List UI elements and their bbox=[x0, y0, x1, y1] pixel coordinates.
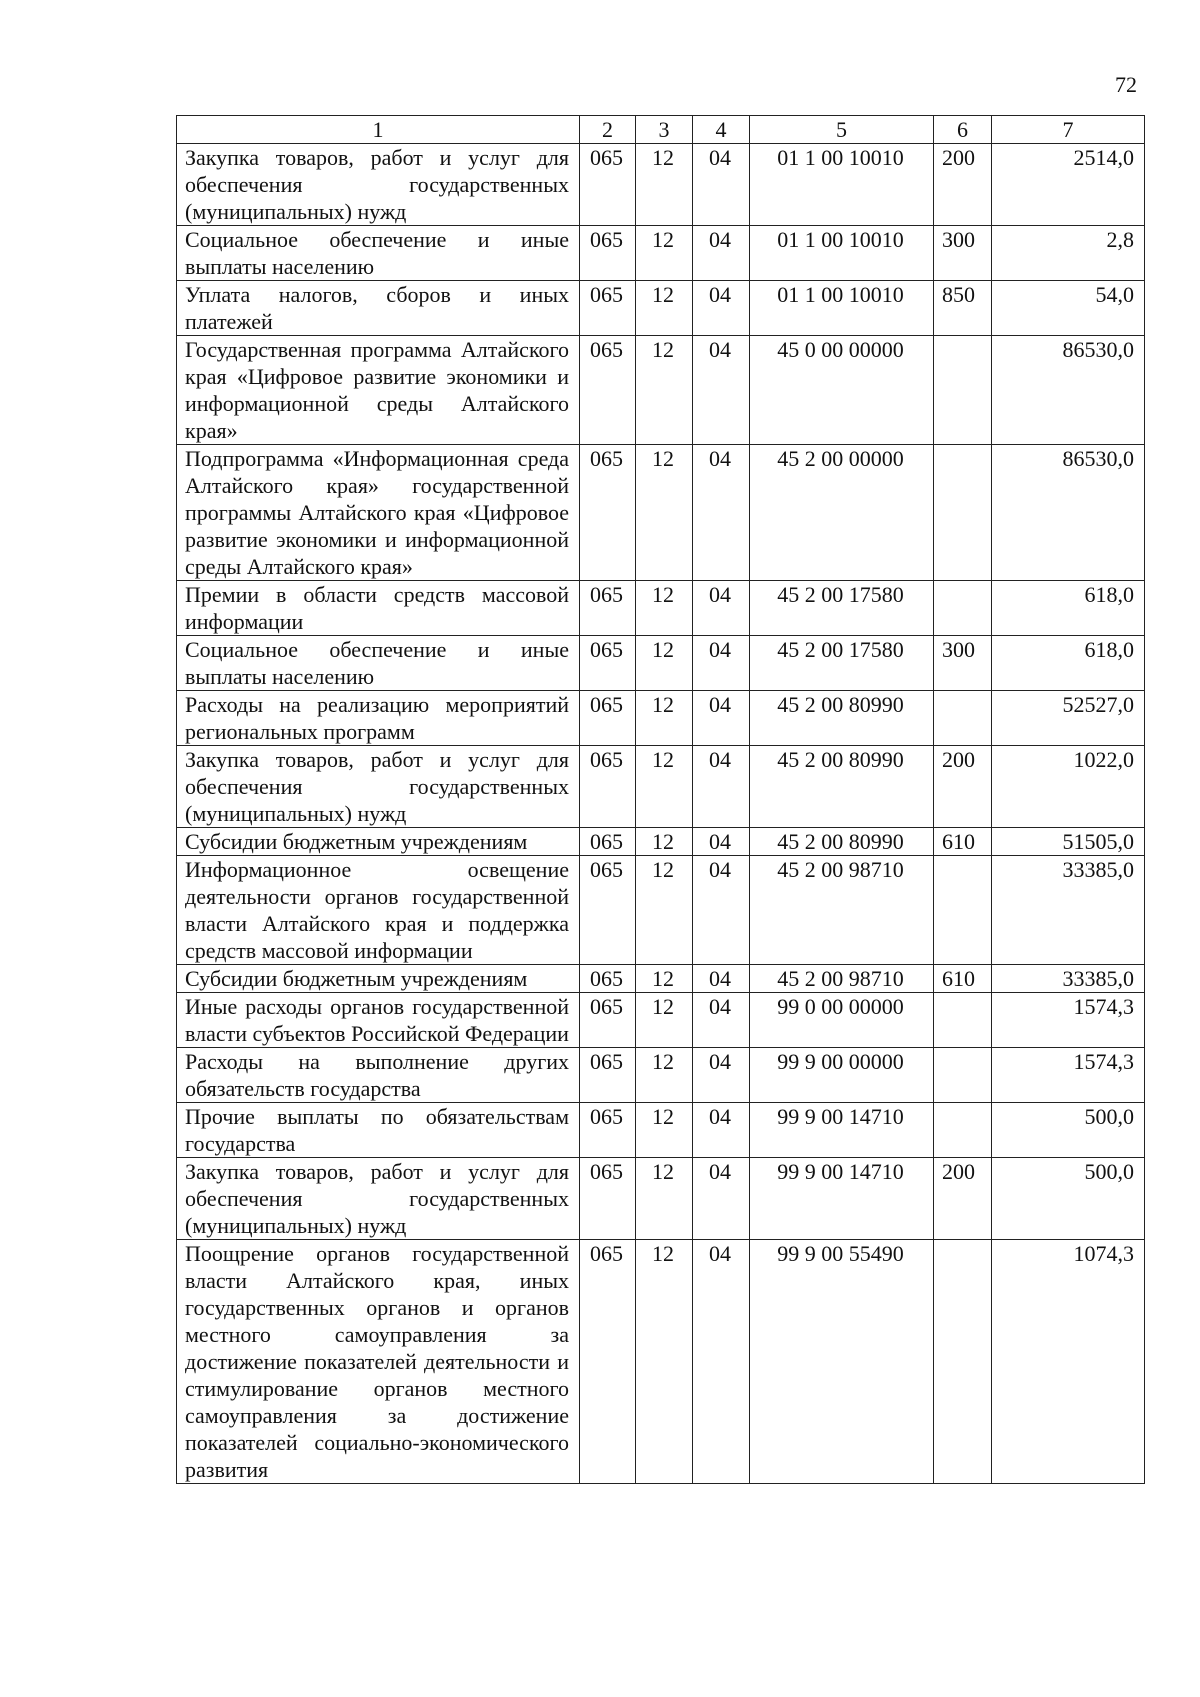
expense-type-cell bbox=[934, 1103, 992, 1158]
section-code-cell: 12 bbox=[636, 993, 693, 1048]
amount-cell: 1074,3 bbox=[992, 1240, 1145, 1484]
ministry-code-cell: 065 bbox=[580, 1103, 636, 1158]
expense-name-cell: Закупка товаров, работ и услуг для обеспечения государственных (муниципальных) нужд bbox=[177, 746, 580, 828]
expense-type-cell: 200 bbox=[934, 1158, 992, 1240]
table-row bbox=[177, 746, 1145, 828]
target-article-cell: 99 9 00 55490 bbox=[750, 1240, 934, 1484]
ministry-code-cell: 065 bbox=[580, 636, 636, 691]
ministry-code-cell: 065 bbox=[580, 1240, 636, 1484]
amount-cell: 500,0 bbox=[992, 1103, 1145, 1158]
expense-type-cell: 610 bbox=[934, 965, 992, 993]
table-row bbox=[177, 856, 1145, 965]
expense-name-cell: Субсидии бюджетным учреждениям bbox=[177, 965, 580, 993]
section-code-cell: 12 bbox=[636, 1240, 693, 1484]
section-code-cell: 12 bbox=[636, 445, 693, 581]
budget-table bbox=[176, 115, 1145, 1484]
page-number: 72 bbox=[1115, 72, 1137, 97]
section-code-cell: 12 bbox=[636, 226, 693, 281]
table-row bbox=[177, 1048, 1145, 1103]
expense-name-cell: Социальное обеспечение и иные выплаты населению bbox=[177, 636, 580, 691]
expense-type-cell bbox=[934, 1048, 992, 1103]
expense-type-cell: 200 bbox=[934, 746, 992, 828]
ministry-code-cell: 065 bbox=[580, 993, 636, 1048]
amount-cell: 33385,0 bbox=[992, 856, 1145, 965]
target-article-cell: 45 2 00 80990 bbox=[750, 746, 934, 828]
section-code-cell: 12 bbox=[636, 336, 693, 445]
expense-type-cell: 200 bbox=[934, 144, 992, 226]
table-row bbox=[177, 581, 1145, 636]
section-code-cell: 12 bbox=[636, 691, 693, 746]
column-number: 2 bbox=[580, 116, 636, 144]
expense-type-cell: 610 bbox=[934, 828, 992, 856]
amount-cell: 1574,3 bbox=[992, 1048, 1145, 1103]
column-number: 6 bbox=[934, 116, 992, 144]
subsection-code-cell: 04 bbox=[693, 1048, 750, 1103]
section-code-cell: 12 bbox=[636, 281, 693, 336]
expense-name-cell: Расходы на выполнение других обязательств государства bbox=[177, 1048, 580, 1103]
table-row bbox=[177, 828, 1145, 856]
table-row bbox=[177, 965, 1145, 993]
amount-cell: 86530,0 bbox=[992, 445, 1145, 581]
ministry-code-cell: 065 bbox=[580, 445, 636, 581]
subsection-code-cell: 04 bbox=[693, 581, 750, 636]
expense-name-cell: Субсидии бюджетным учреждениям bbox=[177, 828, 580, 856]
subsection-code-cell: 04 bbox=[693, 144, 750, 226]
table-row bbox=[177, 636, 1145, 691]
column-number: 4 bbox=[693, 116, 750, 144]
target-article-cell: 99 9 00 14710 bbox=[750, 1158, 934, 1240]
amount-cell: 54,0 bbox=[992, 281, 1145, 336]
section-code-cell: 12 bbox=[636, 636, 693, 691]
table-row bbox=[177, 445, 1145, 581]
ministry-code-cell: 065 bbox=[580, 965, 636, 993]
table-row bbox=[177, 993, 1145, 1048]
expense-type-cell bbox=[934, 336, 992, 445]
expense-type-cell bbox=[934, 691, 992, 746]
amount-cell: 33385,0 bbox=[992, 965, 1145, 993]
target-article-cell: 45 2 00 80990 bbox=[750, 828, 934, 856]
table-row bbox=[177, 336, 1145, 445]
subsection-code-cell: 04 bbox=[693, 965, 750, 993]
target-article-cell: 01 1 00 10010 bbox=[750, 144, 934, 226]
ministry-code-cell: 065 bbox=[580, 746, 636, 828]
target-article-cell: 45 2 00 17580 bbox=[750, 581, 934, 636]
table-row bbox=[177, 281, 1145, 336]
amount-cell: 1022,0 bbox=[992, 746, 1145, 828]
amount-cell: 2514,0 bbox=[992, 144, 1145, 226]
amount-cell: 500,0 bbox=[992, 1158, 1145, 1240]
ministry-code-cell: 065 bbox=[580, 1048, 636, 1103]
section-code-cell: 12 bbox=[636, 856, 693, 965]
ministry-code-cell: 065 bbox=[580, 856, 636, 965]
column-number: 1 bbox=[177, 116, 580, 144]
target-article-cell: 01 1 00 10010 bbox=[750, 281, 934, 336]
subsection-code-cell: 04 bbox=[693, 445, 750, 581]
expense-type-cell bbox=[934, 1240, 992, 1484]
expense-type-cell bbox=[934, 581, 992, 636]
subsection-code-cell: 04 bbox=[693, 746, 750, 828]
amount-cell: 51505,0 bbox=[992, 828, 1145, 856]
subsection-code-cell: 04 bbox=[693, 1240, 750, 1484]
subsection-code-cell: 04 bbox=[693, 336, 750, 445]
expense-name-cell: Уплата налогов, сборов и иных платежей bbox=[177, 281, 580, 336]
section-code-cell: 12 bbox=[636, 828, 693, 856]
subsection-code-cell: 04 bbox=[693, 1158, 750, 1240]
expense-type-cell: 300 bbox=[934, 636, 992, 691]
expense-name-cell: Информационное освещение деятельности органов государственной власти Алтайского края и поддержка средств массовой информации bbox=[177, 856, 580, 965]
target-article-cell: 45 2 00 98710 bbox=[750, 965, 934, 993]
target-article-cell: 99 0 00 00000 bbox=[750, 993, 934, 1048]
subsection-code-cell: 04 bbox=[693, 1103, 750, 1158]
ministry-code-cell: 065 bbox=[580, 144, 636, 226]
expense-type-cell bbox=[934, 445, 992, 581]
amount-cell: 618,0 bbox=[992, 636, 1145, 691]
section-code-cell: 12 bbox=[636, 1103, 693, 1158]
section-code-cell: 12 bbox=[636, 144, 693, 226]
expense-name-cell: Закупка товаров, работ и услуг для обеспечения государственных (муниципальных) нужд bbox=[177, 144, 580, 226]
target-article-cell: 01 1 00 10010 bbox=[750, 226, 934, 281]
expense-name-cell: Расходы на реализацию мероприятий региональных программ bbox=[177, 691, 580, 746]
amount-cell: 86530,0 bbox=[992, 336, 1145, 445]
expense-name-cell: Иные расходы органов государственной власти субъектов Российской Федерации bbox=[177, 993, 580, 1048]
target-article-cell: 99 9 00 00000 bbox=[750, 1048, 934, 1103]
section-code-cell: 12 bbox=[636, 581, 693, 636]
subsection-code-cell: 04 bbox=[693, 691, 750, 746]
column-number: 3 bbox=[636, 116, 693, 144]
target-article-cell: 45 2 00 98710 bbox=[750, 856, 934, 965]
expense-name-cell: Закупка товаров, работ и услуг для обеспечения государственных (муниципальных) нужд bbox=[177, 1158, 580, 1240]
expense-name-cell: Прочие выплаты по обязательствам государства bbox=[177, 1103, 580, 1158]
target-article-cell: 45 0 00 00000 bbox=[750, 336, 934, 445]
ministry-code-cell: 065 bbox=[580, 336, 636, 445]
column-number-row bbox=[177, 116, 1145, 144]
expense-name-cell: Поощрение органов государственной власти Алтайского края, иных государственных органов и органов местного самоуправления за достижение показателей деятельности и стимулирование органов местного самоуправления за достижение показателей социально-экономического развития bbox=[177, 1240, 580, 1484]
subsection-code-cell: 04 bbox=[693, 226, 750, 281]
expense-type-cell bbox=[934, 856, 992, 965]
amount-cell: 618,0 bbox=[992, 581, 1145, 636]
expense-name-cell: Премии в области средств массовой информации bbox=[177, 581, 580, 636]
ministry-code-cell: 065 bbox=[580, 226, 636, 281]
subsection-code-cell: 04 bbox=[693, 281, 750, 336]
ministry-code-cell: 065 bbox=[580, 828, 636, 856]
column-number: 5 bbox=[750, 116, 934, 144]
subsection-code-cell: 04 bbox=[693, 636, 750, 691]
table-body bbox=[177, 144, 1145, 1484]
target-article-cell: 45 2 00 80990 bbox=[750, 691, 934, 746]
subsection-code-cell: 04 bbox=[693, 828, 750, 856]
target-article-cell: 99 9 00 14710 bbox=[750, 1103, 934, 1158]
amount-cell: 2,8 bbox=[992, 226, 1145, 281]
expense-type-cell: 850 bbox=[934, 281, 992, 336]
expense-type-cell: 300 bbox=[934, 226, 992, 281]
subsection-code-cell: 04 bbox=[693, 856, 750, 965]
target-article-cell: 45 2 00 00000 bbox=[750, 445, 934, 581]
section-code-cell: 12 bbox=[636, 746, 693, 828]
table-row bbox=[177, 691, 1145, 746]
section-code-cell: 12 bbox=[636, 1158, 693, 1240]
expense-name-cell: Подпрограмма «Информационная среда Алтайского края» государственной программы Алтайского края «Цифровое развитие экономики и информационной среды Алтайского края» bbox=[177, 445, 580, 581]
ministry-code-cell: 065 bbox=[580, 691, 636, 746]
amount-cell: 52527,0 bbox=[992, 691, 1145, 746]
table-row bbox=[177, 144, 1145, 226]
expense-type-cell bbox=[934, 993, 992, 1048]
section-code-cell: 12 bbox=[636, 1048, 693, 1103]
column-number: 7 bbox=[992, 116, 1145, 144]
ministry-code-cell: 065 bbox=[580, 281, 636, 336]
amount-cell: 1574,3 bbox=[992, 993, 1145, 1048]
target-article-cell: 45 2 00 17580 bbox=[750, 636, 934, 691]
subsection-code-cell: 04 bbox=[693, 993, 750, 1048]
table-row bbox=[177, 1158, 1145, 1240]
expense-name-cell: Государственная программа Алтайского края «Цифровое развитие экономики и информационной среды Алтайского края» bbox=[177, 336, 580, 445]
section-code-cell: 12 bbox=[636, 965, 693, 993]
expense-name-cell: Социальное обеспечение и иные выплаты населению bbox=[177, 226, 580, 281]
table-row bbox=[177, 1240, 1145, 1484]
table-row bbox=[177, 1103, 1145, 1158]
ministry-code-cell: 065 bbox=[580, 581, 636, 636]
ministry-code-cell: 065 bbox=[580, 1158, 636, 1240]
table-row bbox=[177, 226, 1145, 281]
